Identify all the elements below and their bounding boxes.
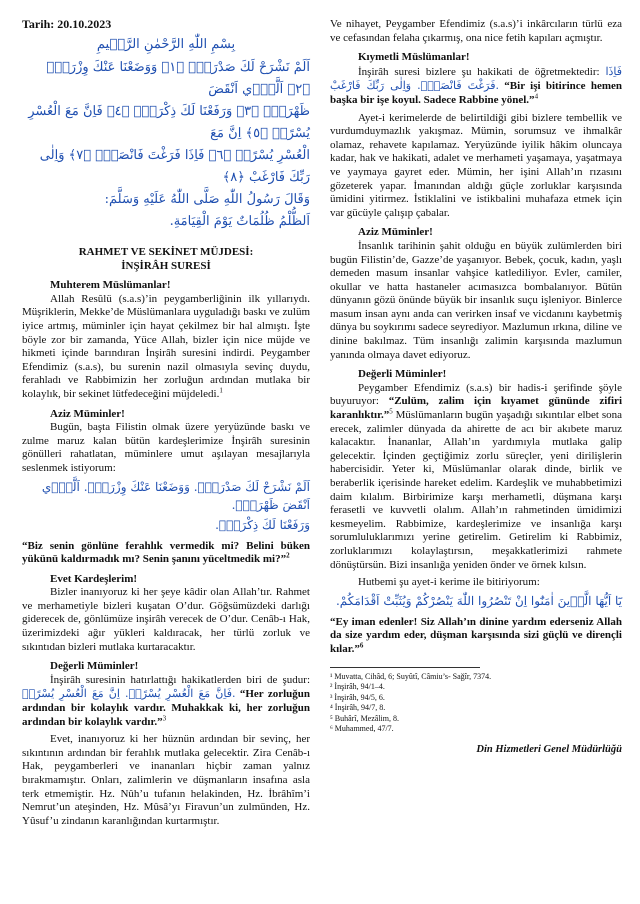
arabic-quote: اَلَمْ نَشْرَحْ لَكَ صَدْرَكَۙ. وَوَضَعْنَا عَنْكَ وِزْرَكَۙ. اَلَّذ۪ٓي اَنْقَضَ ظَهْرَكَۙ. [41, 479, 310, 512]
translation-quote: “Biz senin gönlüne ferahlık vermedik mi? Belini büken yükünü kaldırmadık mı? Senin şanını yüceltmedik mi?”$^2$ [22, 539, 310, 566]
footnote-ref: 2 [286, 551, 290, 560]
arabic-hadith: اَلظُّلْمُ ظُلُمَاتٌ يَوْمَ الْقِيَامَةِ. [169, 214, 310, 230]
paragraph: Ayet-i kerimelerde de belirtildiği gibi bizlere tembellik ve vurdumduymazlık yakışmaz. Mümin, sorumsuz ve ihmalkâr olamaz, rehavete kapılamaz. Yeryüzünde iyilik hâkim oluncaya kadar, hak ve hakikati, adalet ve merhameti yaşamaya, yaşatmaya ve yaymaya gayret eder. Mümin, her işini Allah’ın rızasını gözeterek yapar. İmanından aldığı güçle zorluklar karşısında ümidini yitirmez. İstiklalini ve istikbalini muhafaza etmek için var gücüyle çalışıp çabalar. [330, 111, 622, 219]
paragraph: Peygamber Efendimiz (s.a.s) bir hadis-i şerifinde şöyle buyuruyor: “Zulüm, zalim için kıyamet gününde zifiri karanlıktır.”$^5$ Müslümanların bugün yaşadığı sıkıntılar elbet sona erecek, zalimler dünyada da ahirette de acı bir akıbete maruz kalacaktır. İnananlar, Allah’ın yardımıyla mutlaka galip gelecektir. İçinden geçtiğimiz zorlu süreçler, yeni dirilişlerin habercisidir. Yeter ki, Müslümanlar olarak dinde, birlik ve beraberlik içerisinde hareket edelim. Kardeşlik ve muhabbetimizi daim kılalım. Birbirimize karşı merhametli, düşmana karşı ferasetli ve kuvvetli olalım. Allah’ın rahmetinden ümidimizi kesmeyelim. Rabbimize, kardeşlerimize ve insanlığa karşı sorumluluklarımızı yerine getirelim. Getirelim ki Rabbimiz, zorluklarımızı kolaylaştırsın, meşakkatlerimizi rahmete dönüştürsün. Bizi insanlığa yeniden önder ve örnek kılsın. [330, 381, 623, 571]
footnote-ref: 1 [219, 386, 223, 395]
arabic-inline-quote: فَاِذَا فَرَغْتَ فَانْصَبْۙ. وَاِلٰى رَبِّكَ فَارْغَبْ. [330, 64, 623, 93]
arabic-quote: وَرَفَعْنَا لَكَ ذِكْرَكَۜ. [215, 517, 310, 532]
paragraph: İnşirâh suresinin hatırlattığı hakikatlerden biri de şudur: فَاِنَّ مَعَ الْعُسْرِ يُسْرًاۙ. اِنَّ مَعَ الْعُسْرِ يُسْرًاۜ. “Her zorluğun ardından bir kolaylık vardır. Muhakkak ki, her zorluğun ardından bir kolaylık vardır.”$^3$ [22, 673, 311, 728]
arabic-hadith-intro: وَقَالَ رَسُولُ اللّٰهِ صَلَّى اللّٰهُ عَلَيْهِ وَسَلَّمَ: [104, 192, 310, 208]
footnote: ⁶ Muhammed, 47/7. [330, 724, 394, 734]
paragraph: Ve nihayet, Peygamber Efendimiz (s.a.s)’i inkârcıların türlü eza ve cefasından felaha çıkarmış, ona nice fetih kapıları açmıştır. [330, 18, 622, 44]
section-heading: Evet Kardeşlerim! [50, 572, 138, 585]
sermon-title: RAHMET VE SEKİNET MÜJDESİ: [78, 246, 254, 259]
section-heading: Aziz Müminler! [50, 407, 125, 420]
footnote-divider [330, 667, 480, 668]
sermon-subtitle: İNŞİRÂH SURESİ [121, 260, 211, 273]
translation-quote: “Ey iman edenler! Siz Allah’ın dinine yardım ederseniz Allah da size yardım eder, düşman karşısında sizi güçlü ve dirençli kılar.”$^6$ [330, 615, 622, 655]
footnote-ref: 3 [162, 713, 167, 722]
section-heading: Değerli Müminler! [358, 368, 447, 381]
footnote: ⁵ Buhârî, Mezâlim, 8. [330, 713, 399, 723]
left-column [22, 18, 310, 828]
paragraph: Evet, inanıyoruz ki her hüznün ardından bir sevinç, her sıkıntının ardından bir ferahlık mutlaka gelecektir. Zira Cenâb-ı Hak, peygamberleri ve inananları hiçbir zaman yalnız bırakmamıştır. Onları, zalimlerin ve düşmanların insafına asla terk etmemiştir. Hz. Nûh’u tufanın helakinden, Hz. İbrâhîm’i Nemrut’un ateşinden, Hz. Mûsâ’yı Firavun’un zulmünden, Hz. Yûsuf’u zindanın karanlığından kurtarmıştır. [22, 733, 310, 827]
section-heading: Muhterem Müslümanlar! [50, 279, 171, 292]
arabic-quote: يَٓا اَيُّهَا الَّذ۪ينَ اٰمَنُٓوا اِنْ تَنْصُرُوا اللّٰهَ يَنْصُرْكُمْ وَيُثَبِّتْ اَقْدَامَكُمْ. [335, 593, 622, 608]
arabic-verse-line: اَلَمْ نَشْرَحْ لَكَ صَدْرَكَۙ ﴿١﴾ وَوَضَعْنَا عَنْكَ وِزْرَكَۙ ﴿٢﴾ اَلَّذ۪ٓي اَنْقَضَ [46, 60, 310, 98]
signature: Din Hizmetleri Genel Müdürlüğü [476, 743, 622, 755]
paragraph: Bizler inanıyoruz ki her şeye kâdir olan Allah’tır. Rahmet ve merhametiyle bizleri kuşatan O’dur. Göğsümüzdeki darlığı giderecek de, gönlümüze inşirâh verecek de O’dur. Cenâb-ı Hak, üzerimizdeki ağır yükleri kaldıracak, her türlü zorluk ve sıkıntıdan bizleri mutlaka kurtaracaktır. [22, 586, 310, 653]
footnote: ¹ Muvatta, Cihâd, 6; Suyûtî, Câmiu’s- Sağîr, 7374. [330, 671, 492, 681]
date: Tarih: 20.10.2023 [22, 17, 112, 31]
footnote: ³ İnşirâh, 94/5, 6. [330, 692, 385, 702]
paragraph: Hutbemi şu ayet-i kerime ile bitiriyorum: [358, 576, 540, 589]
paragraph: Bugün, başta Filistin olmak üzere yeryüzünde baskı ve zulme maruz kalan bütün kardeşlerimize İnşirâh suresinin gönülleri rahatlatan, müminlere umut aşılayan mesajlarıyla seslenmek istiyorum: [22, 421, 310, 474]
footnote-ref: 4 [534, 92, 539, 101]
section-heading: Kıymetli Müslümanlar! [358, 51, 470, 64]
footnote: ⁴ İnşirâh, 94/7, 8. [330, 703, 386, 713]
basmala: بِسْمِ اللّٰهِ الرَّحْمٰنِ الرَّح۪يمِ [96, 36, 236, 52]
paragraph: İnsanlık tarihinin şahit olduğu en büyük zulümlerden biri bugün Filistin’de, Gazze’de yaşanıyor. Bebek, çocuk, kadın, yaşlı demeden masum insanlar vahşice katlediliyor. Evler, camiler, okullar ve hatta hastaneler acımasızca bombalanıyor. Bütün dünyanın gözü önünde büyük bir insanlık suçu işleniyor. Binlerce masum insan aynı anda can verirken insaf ve vicdanını kaybetmiş dünya bu soykırımı sadece seyrediyor. Mazlumun ırkına, diline ve dinine bakılmaz. Tüm insanlığı zalimin karşısında mazlumun yanında olmaya davet ediyoruz. [330, 239, 622, 361]
arabic-inline-quote: فَاِنَّ مَعَ الْعُسْرِ يُسْرًاۙ. اِنَّ مَعَ الْعُسْرِ يُسْرًاۜ. [22, 687, 236, 701]
paragraph: Allah Resûlü (s.a.s)’in peygamberliğinin ilk yıllarıydı. Müşriklerin, Mekke’de Müslümanlara uyguladığı baskı ve zulüm iyice artmış, müminler için hayat çekilmez bir hal almıştı. İşte böyle zor bir zamanda, Yüce Allah, bizler için nice müjde ve hikmeti içinde barındıran İnşirâh suresini indirdi. Peygamber Efendimiz (s.a.s), bu surenin nazil olmasıyla sevinç duydu, ferahladı ve Rabbimizin her zorluğun ardından mutlaka bir kolaylık, bir sekinet lütfedeceğini müjdeledi.$^1$ [22, 292, 310, 400]
arabic-verse-line: ظَهْرَكَۙ ﴿٣﴾ وَرَفَعْنَا لَكَ ذِكْرَكَۜ ﴿٤﴾ فَاِنَّ مَعَ الْعُسْرِ يُسْرًاۙ ﴿٥﴾ اِنَّ مَعَ [28, 104, 310, 142]
right-column [330, 18, 622, 756]
section-heading: Değerli Müminler! [50, 660, 139, 673]
section-heading: Aziz Müminler! [358, 226, 433, 239]
footnote-ref: 6 [359, 641, 364, 650]
arabic-verse-line: الْعُسْرِ يُسْرًاۜ ﴿٦﴾ فَاِذَا فَرَغْتَ فَانْصَبْۙ ﴿٧﴾ وَاِلٰى رَبِّكَ فَارْغَبْ ﴿٨﴾ [39, 148, 310, 186]
paragraph: İnşirâh suresi bizlere şu hakikati de öğretmektedir: فَاِذَا فَرَغْتَ فَانْصَبْۙ. وَاِلٰى رَبِّكَ فَارْغَبْ. “Bir işi bitirince hemen başka bir işe koyul. Sadece Rabbine yönel.”$^4$ [330, 64, 623, 106]
footnote: ² İnşirâh, 94/1–4. [330, 682, 385, 692]
footnote-ref: 5 [389, 407, 393, 416]
